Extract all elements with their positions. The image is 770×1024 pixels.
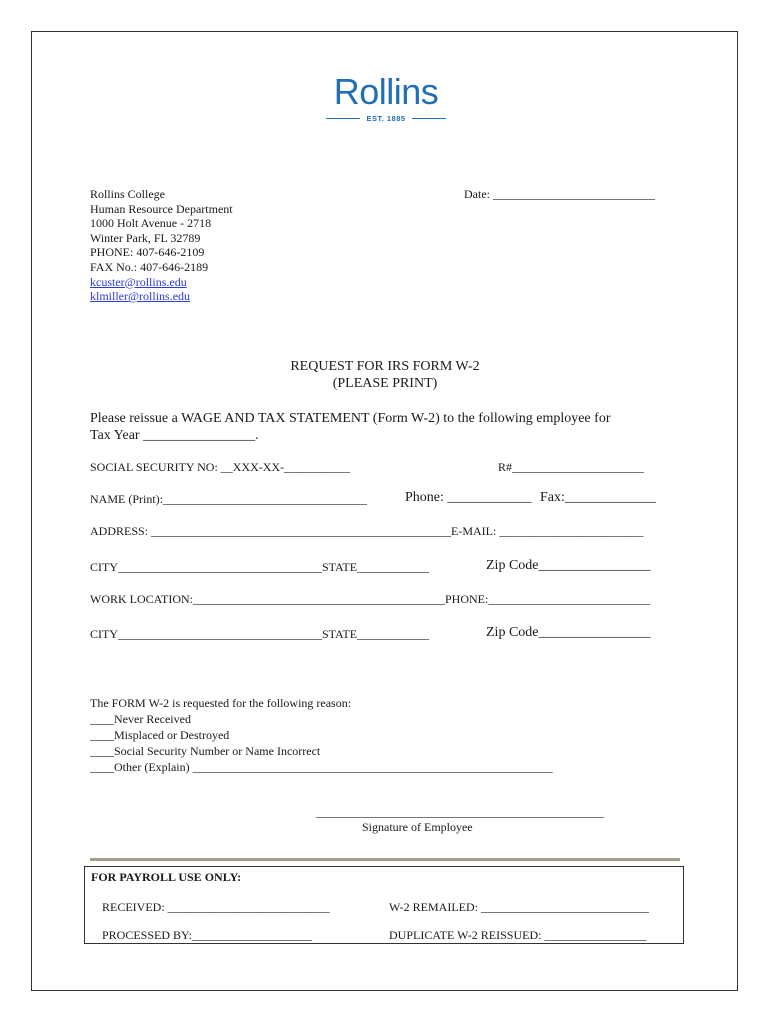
form-subtitle: (PLEASE PRINT) — [332, 376, 438, 391]
address-line: Human Resource Department — [90, 201, 233, 216]
reason-misplaced[interactable]: ____Misplaced or Destroyed — [90, 728, 230, 742]
r-number-field[interactable]: R#______________________ — [498, 460, 645, 474]
email-link-klmiller[interactable]: klmiller@rollins.edu — [90, 289, 191, 304]
page-border — [31, 31, 738, 991]
form-title: REQUEST FOR IRS FORM W-2 — [290, 359, 480, 374]
logo-wordmark: Rollins — [333, 71, 439, 112]
signature-line[interactable]: ________________________________________________ — [316, 805, 604, 819]
logo-est-text: EST. 1885 — [366, 114, 406, 123]
email-link-kcuster[interactable]: kcuster@rollins.edu — [90, 274, 187, 289]
phone-field[interactable]: Phone: ____________ — [405, 490, 532, 505]
reason-other[interactable]: ____Other (Explain) ____________________________________________________________ — [90, 760, 553, 774]
work-city-state-field[interactable]: CITY__________________________________STATE____________ — [90, 627, 430, 641]
work-location-field[interactable]: WORK LOCATION:__________________________________________PHONE:___________________________ — [90, 592, 651, 606]
address-line: Rollins College — [90, 187, 165, 201]
w2-remailed-field[interactable]: W-2 REMAILED: ____________________________ — [389, 900, 649, 914]
received-field[interactable]: RECEIVED: ___________________________ — [102, 900, 330, 914]
date-field[interactable]: Date: ___________________________ — [464, 187, 655, 201]
payroll-box — [84, 866, 684, 944]
ssn-field[interactable]: SOCIAL SECURITY NO: __XXX-XX-___________ — [90, 460, 351, 474]
duplicate-reissued-field[interactable]: DUPLICATE W-2 REISSUED: _________________ — [389, 928, 647, 942]
reason-section — [90, 695, 553, 775]
college-address — [90, 187, 233, 304]
reason-ssn-incorrect[interactable]: ____Social Security Number or Name Incorrect — [90, 744, 321, 758]
payroll-heading: FOR PAYROLL USE ONLY: — [91, 870, 242, 884]
address-line: Winter Park, FL 32789 — [90, 230, 201, 245]
work-zip-code-field[interactable]: Zip Code________________ — [486, 625, 651, 640]
processed-by-field[interactable]: PROCESSED BY:____________________ — [102, 928, 312, 942]
logo-rule-right — [412, 118, 446, 119]
signature-label: Signature of Employee — [362, 820, 473, 834]
address-line: PHONE: 407-646-2109 — [90, 245, 205, 260]
address-email-field[interactable]: ADDRESS: __________________________________________________E-MAIL: ________________________ — [90, 524, 644, 538]
name-field[interactable]: NAME (Print):__________________________________ — [90, 492, 367, 506]
address-line: FAX No.: 407-646-2189 — [90, 259, 209, 274]
fax-field[interactable]: Fax:_____________ — [540, 490, 656, 505]
tax-year-field[interactable]: Tax Year ________________. — [90, 428, 259, 443]
city-state-field[interactable]: CITY__________________________________STATE____________ — [90, 560, 430, 574]
zip-code-field[interactable]: Zip Code________________ — [486, 558, 651, 573]
logo-rule-left — [326, 118, 360, 119]
address-line: 1000 Holt Avenue - 2718 — [90, 216, 212, 231]
logo-established — [316, 114, 456, 123]
reason-never-received[interactable]: ____Never Received — [90, 712, 191, 726]
rollins-logo — [316, 72, 456, 123]
intro-line-1: Please reissue a WAGE AND TAX STATEMENT (Form W-2) to the following employee for — [90, 411, 611, 426]
section-divider — [90, 858, 680, 861]
reason-heading: The FORM W-2 is requested for the following reason: — [90, 696, 352, 710]
